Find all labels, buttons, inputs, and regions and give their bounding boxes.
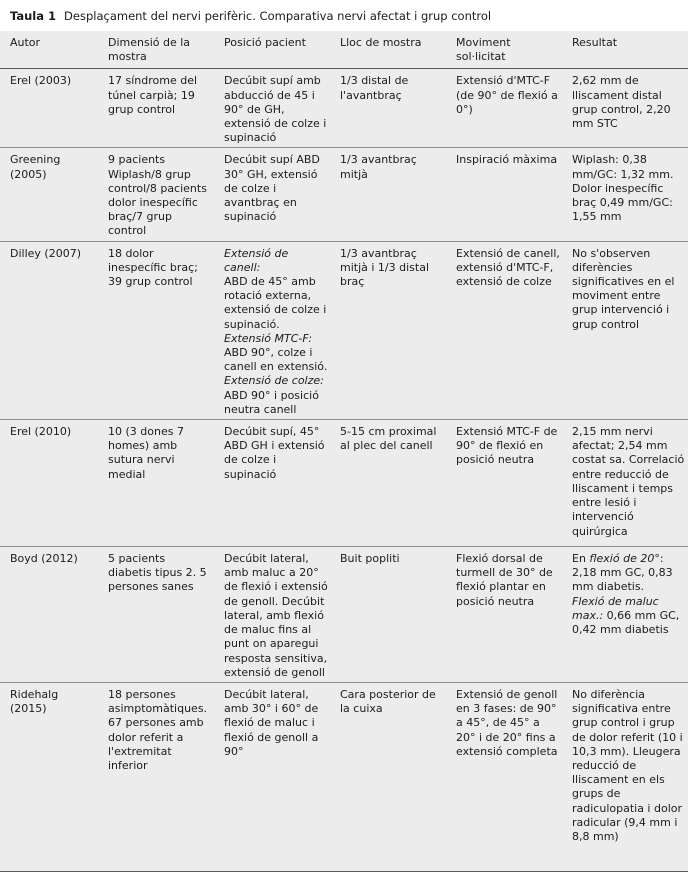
cell-autor: Ridehalg (2015) [0,682,98,871]
resultat-text: : 2,18 mm GC, 0,83 mm diabetis. [572,552,673,594]
cell-resultat [562,241,688,419]
header-resultat: Resultat [562,31,688,69]
header-row [0,31,688,69]
posicio-subheading: Extensió de canell: [224,246,289,274]
posicio-subheading: Extensió de colze: [224,374,324,388]
resultat-text: 2,62 mm de lliscament distal grup control, 2,20 mm STC [572,74,671,131]
cell-posicio [214,547,330,683]
header-moviment: Moviment sol·licitat [446,31,562,69]
posicio-text: ABD de 45° amb rotació externa, extensió de colze i supinació. [224,275,327,331]
table-row [0,148,688,241]
table-caption [0,0,700,28]
cell-autor: Greening (2005) [0,148,98,241]
header-dimensio: Dimensió de la mostra [98,31,214,69]
cell-moviment: Inspiració màxima [446,148,562,241]
cell-autor: Erel (2003) [0,69,98,148]
resultat-line [572,595,686,638]
cell-lloc: 1/3 avantbraç mitjà i 1/3 distal braç [330,241,446,419]
cell-posicio [214,682,330,871]
resultat-text: 0,66 mm GC, 0,42 mm diabetis [572,608,680,637]
cell-posicio [214,420,330,547]
table-row [0,241,688,419]
posicio-text: ABD 90°, colze i canell en extensió. [224,346,328,374]
cell-moviment: Extensió de canell, extensió d'MTC-F, extensió de colze [446,241,562,419]
table-label: Taula 1 [10,9,57,23]
cell-moviment: Flexió dorsal de turmell de 30° de flexió plantar en posició neutra [446,547,562,683]
table-row [0,682,688,871]
cell-posicio [214,148,330,241]
cell-lloc: Cara posterior de la cuixa [330,682,446,871]
header-autor: Autor [0,31,98,69]
resultat-text: Wiplash: 0,38 mm/GC: 1,32 mm. Dolor inespecífic braç 0,49 mm/GC: 1,55 mm [572,153,674,224]
posicio-text: Decúbit lateral, amb maluc a 20° de flexió i extensió de genoll. Decúbit lateral, amb flexió de maluc fins al punt on aparegui resposta sensitiva, extensió de genoll [224,552,328,679]
resultat-italic: flexió de 20° [589,552,660,566]
cell-autor: Boyd (2012) [0,547,98,683]
posicio-text: ABD 90° i posició neutra canell [224,388,319,416]
cell-lloc: 1/3 distal de l'avantbraç [330,69,446,148]
posicio-text: Decúbit supí, 45° ABD GH i extensió de colze i supinació [224,425,325,481]
resultat-text: En [572,552,586,566]
cell-autor: Dilley (2007) [0,241,98,419]
header-lloc: Lloc de mostra [330,31,446,69]
posicio-subheading: Extensió MTC-F: [224,331,313,345]
cell-moviment: Extensió d'MTC-F (de 90° de flexió a 0°) [446,69,562,148]
cell-lloc: 1/3 avantbraç mitjà [330,148,446,241]
cell-autor: Erel (2010) [0,420,98,547]
cell-mostra: 5 pacients diabetis tipus 2. 5 persones sanes [98,547,214,683]
resultat-line [572,552,686,595]
resultat-text: No diferència significativa entre grup control i grup de dolor referit (10 i 10,3 mm). Lleugera reducció de lliscament en els grups de radiculopatia i dolor radicular (9,4 mm i 8,8 mm) [572,687,683,843]
cell-resultat [562,69,688,148]
resultat-text: No s'observen diferències significatives en el moviment entre grup intervenció i grup control [572,246,675,331]
table-title: Desplaçament del nervi perifèric. Comparativa nervi afectat i grup control [64,9,492,23]
cell-resultat [562,420,688,547]
cell-posicio [214,69,330,148]
resultat-italic: Flexió de maluc max.: [572,594,659,622]
data-table [0,31,688,872]
table-row [0,69,688,148]
cell-mostra: 9 pacients Wiplash/8 grup control/8 pacients dolor inespecífic braç/7 grup control [98,148,214,241]
resultat-text: 2,15 mm nervi afectat; 2,54 mm costat sa. Correlació entre reducció de lliscament i temps entre lesió i intervenció quirúrgica [572,425,685,538]
cell-lloc: Buit popliti [330,547,446,683]
table-row [0,547,688,683]
cell-resultat [562,682,688,871]
cell-resultat [562,547,688,683]
cell-mostra: 18 persones asimptomàtiques. 67 persones amb dolor referit a l'extremitat inferior [98,682,214,871]
posicio-text: Decúbit supí amb abducció de 45 i 90° de GH, extensió de colze i supinació [224,74,327,145]
cell-mostra: 10 (3 dones 7 homes) amb sutura nervi medial [98,420,214,547]
cell-moviment: Extensió MTC-F de 90° de flexió en posició neutra [446,420,562,547]
cell-moviment: Extensió de genoll en 3 fases: de 90° a 45°, de 45° a 20° i de 20° fins a extensió completa [446,682,562,871]
cell-lloc: 5-15 cm proximal al plec del canell [330,420,446,547]
cell-mostra: 18 dolor inespecífic braç; 39 grup control [98,241,214,419]
cell-posicio [214,241,330,419]
posicio-text: Decúbit supí ABD 30° GH, extensió de colze i avantbraç en supinació [224,153,320,224]
table-row [0,420,688,547]
cell-resultat [562,148,688,241]
posicio-text: Decúbit lateral, amb 30° i 60° de flexió de maluc i flexió de genoll a 90° [224,687,319,758]
cell-mostra: 17 síndrome del túnel carpià; 19 grup control [98,69,214,148]
header-posicio: Posició pacient [214,31,330,69]
